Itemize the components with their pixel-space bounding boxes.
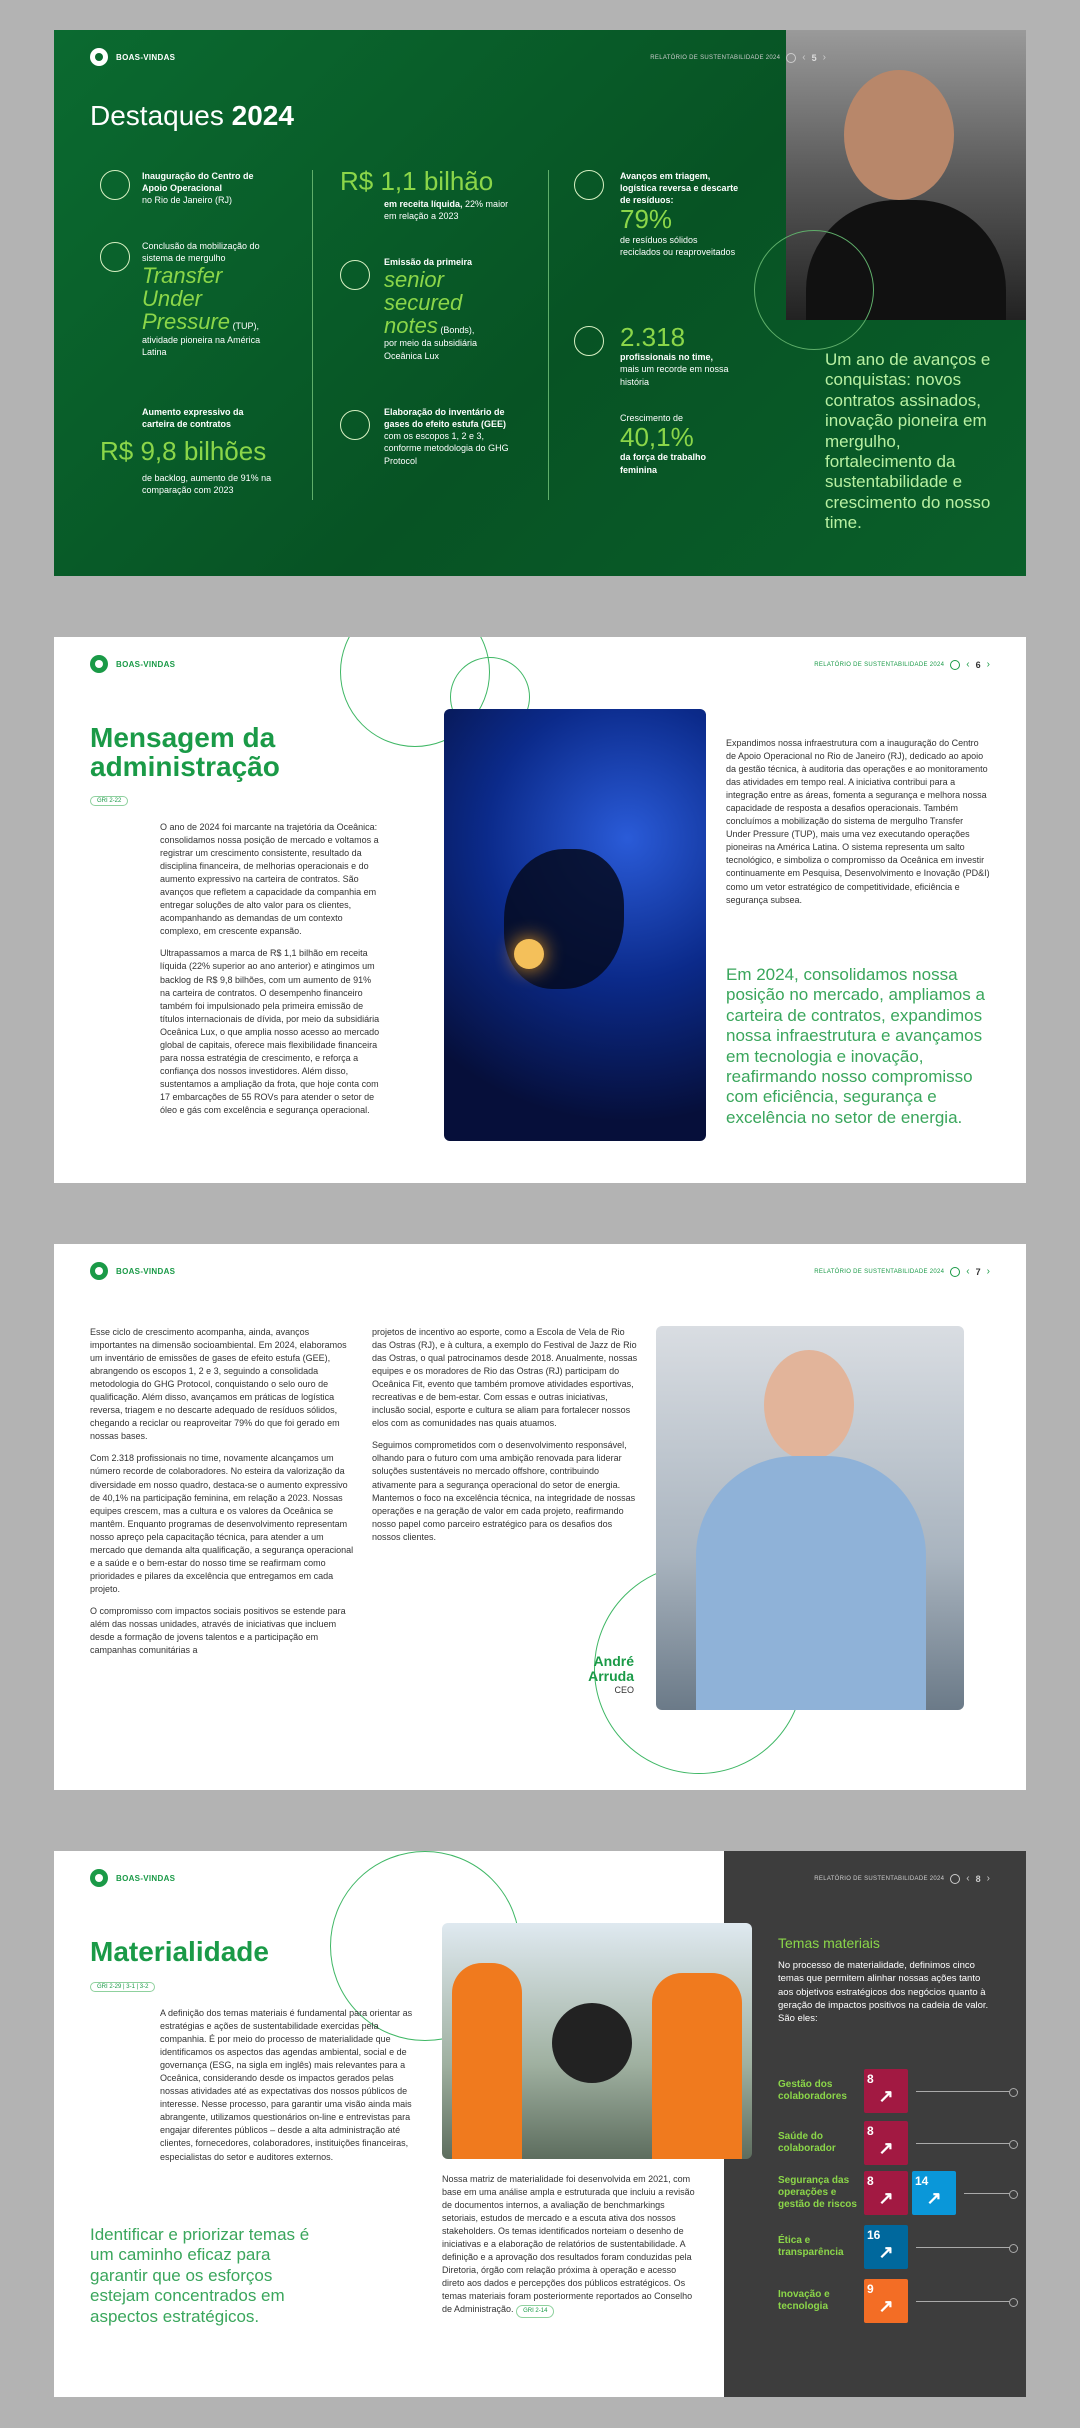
divider [548, 170, 549, 500]
certificate-icon [340, 260, 370, 290]
tema-connector [916, 2143, 1018, 2144]
message-quote: Em 2024, consolidamos nossa posição no mercado, ampliamos a carteira de contratos, expandimos nossa infraestrutura e avançamos em tecnologia e inovação, reafirmando nosso compromisso com eficiência, segurança e excelência no setor de energia. [726, 965, 985, 1127]
sdg-number: 16 [867, 2228, 881, 2242]
page-header [90, 48, 175, 66]
highlight-gee: Elaboração do inventário de gases do efeito estufa (GEE) com os escopos 1, 2 e 3, conforme metodologia do GHG Protocol [384, 407, 509, 466]
ceo-photo [656, 1326, 964, 1710]
tema-item [778, 2069, 1018, 2113]
next-page-icon[interactable]: › [822, 52, 826, 63]
diving-helmet [552, 2003, 632, 2083]
tema-label: Segurança das operações e gestão de riscos [778, 2175, 857, 2210]
people-icon [574, 326, 604, 356]
prev-page-icon[interactable]: ‹ [966, 1873, 970, 1884]
tema-label: Gestão dos colaboradores [778, 2079, 847, 2102]
page-nav [814, 1873, 990, 1884]
page-nav [814, 659, 990, 670]
tema-item [778, 2279, 1018, 2323]
page-header [90, 1869, 175, 1887]
tema-connector [916, 2247, 1018, 2248]
diver-silhouette [504, 849, 624, 989]
page-number: 8 [975, 1873, 981, 1884]
temas-title: Temas materiais [778, 1935, 880, 1951]
worker-left [452, 1963, 522, 2159]
backlog-value: R$ 9,8 bilhões [100, 436, 267, 466]
logo-icon [90, 655, 108, 673]
face-shape [764, 1350, 854, 1460]
gri-tag: GRI 2-22 [90, 789, 128, 807]
diver-photo [444, 709, 706, 1141]
tema-item [778, 2171, 1018, 2215]
prev-page-icon[interactable]: ‹ [802, 52, 806, 63]
sdg-number: 9 [867, 2282, 874, 2296]
highlight-tup: Conclusão da mobilização do sistema de mergulho Transfer Under Pressure (TUP), atividade pioneira na América Latina [142, 241, 261, 357]
receita-value: R$ 1,1 bilhão [340, 166, 494, 196]
tema-item [778, 2225, 1018, 2269]
sdg-number: 8 [867, 2174, 874, 2188]
shirt-shape [696, 1456, 926, 1710]
sdg-icon: ↗ [878, 2242, 894, 2262]
highlight-feminina: Crescimento de 40,1% da força de trabalho feminina [620, 413, 707, 475]
report-title: RELATÓRIO DE SUSTENTABILIDADE 2024 [814, 661, 945, 668]
page-mensagem-continuacao [54, 1244, 1026, 1790]
page-title: Mensagem da administração [90, 722, 280, 783]
section-label: BOAS-VINDAS [116, 1266, 176, 1276]
temas-intro: No processo de materialidade, definimos cinco temas que permitem alinhar nossas ações tanto aos objetivos estratégicos dos negócios quanto à geração de impactos positivos na cadeia de valor. São eles: [778, 1960, 989, 2025]
home-icon[interactable] [950, 1267, 960, 1277]
sdg-number: 8 [867, 2124, 874, 2138]
text-column-1: Esse ciclo de crescimento acompanha, ainda, avanços importantes na dimensão socioambiental. Em 2024, elaboramos um inventário de emissões de gases de efeito estufa (GEE), abrangendo os escopos 1, 2 e 3, seguindo a consolidada metodologia do GHG Protocol, conquistando o selo ouro de qualificação. Além disso, avançamos em práticas de logística reversa, triagem e no descarte adequado de resíduos sólidos, chegando a reciclar ou reaproveitar 79% do que foi gerado em nossas bases. Com 2.318 profissionais no time, novamente alcançamos um número recorde de colaboradores. No esteira da valorização da diversidade em nosso quadro, destaca-se o aumento expressivo de 40,1% na participação feminina, em relação a 2023. Nossas equipes crescem, mas a cultura e os valores da Oceânica se mantêm. Enquanto programas de desenvolvimento representam nosso apreço pela capacitação técnica, para atender a um mercado que demanda alta qualificação, a segurança operacional e a saúde e o bem-estar do nosso time se reafirmam como prioridades e pilares da excelência que entregamos em cada projeto. O compromisso com impactos sociais positivos se estende para além das nossas unidades, através de iniciativas que incluem desde a formação de jovens talentos e a participação em campanhas comunitárias a [90, 1327, 354, 1656]
recycle-bin-icon [574, 170, 604, 200]
tema-connector [964, 2193, 1018, 2194]
sdg-icon: ↗ [878, 2188, 894, 2208]
page-title: Materialidade [90, 1936, 269, 1967]
materialidade-left-text: A definição dos temas materiais é fundamental para orientar as estratégias e ações de sustentabilidade exercidas pela companhia. É por meio do processo de materialidade que identificamos os aspectos das agendas ambiental, social e de governança (ESG, na sigla em inglês) mais relevantes para a Oceânica, considerando desde os impactos gerados pelas nossas atividades até as expectativas dos nossos públicos de interesse. Nesse processo, para garantir uma visão ainda mais abrangente, utilizamos questionários on-line e entrevistas para engajar diferentes públicos – desde a alta administração até clientes, fornecedores, colaboradores, instituições financeiras, especialistas do setor e auditores externos. [160, 2008, 413, 2162]
sdg-badge [864, 2069, 908, 2113]
prev-page-icon[interactable]: ‹ [966, 659, 970, 670]
sdg-badge [864, 2171, 908, 2215]
sdg-icon: ↗ [878, 2138, 894, 2158]
highlight-residuos: Avanços em triagem, logística reversa e descarte de resíduos: 79% de resíduos sólidos reciclados ou reaproveitados [620, 171, 739, 257]
gri-tag: GRI 2-29 | 3-1 | 3-2 [90, 1975, 155, 1993]
page-mensagem [54, 637, 1026, 1183]
report-title: RELATÓRIO DE SUSTENTABILIDADE 2024 [814, 1268, 945, 1275]
sdg-badge [912, 2171, 956, 2215]
welding-light [514, 939, 544, 969]
page-number: 6 [975, 659, 981, 670]
workers-photo [442, 1923, 752, 2159]
page-destaques [54, 30, 1026, 576]
section-label: BOAS-VINDAS [116, 52, 176, 62]
materialidade-center-text: Nossa matriz de materialidade foi desenvolvida em 2021, com base em uma análise ampla e estruturada que incluiu a revisão de documentos internos, a avaliação de benchmarkings setoriais, estudos de mercado e a escuta ativa dos nossos stakeholders. Os temas identificados norteiam o desenho de iniciativas e a elaboração de relatórios de sustentabilidade. A definição e a aprovação dos resultados foram conduzidas pela Diretoria, órgão com relação próxima à operação e acesso direto aos dados e percepções dos públicos estratégicos. Os temas materiais foram posteriormente reportados ao Conselho de Administração. GRI 2-14 [442, 2173, 698, 2327]
highlights-quote: Um ano de avanços e conquistas: novos contratos assinados, inovação pioneira em mergulho, fortalecimento da sustentabilidade e crescimento do nosso time. [825, 350, 991, 533]
report-title: RELATÓRIO DE SUSTENTABILIDADE 2024 [814, 1875, 945, 1882]
prev-page-icon[interactable]: ‹ [966, 1266, 970, 1277]
sdg-icon: ↗ [878, 2296, 894, 2316]
sdg-badge [864, 2121, 908, 2165]
home-icon[interactable] [950, 1874, 960, 1884]
home-icon[interactable] [950, 660, 960, 670]
tema-item [778, 2121, 1018, 2165]
tema-label: Ética e transparência [778, 2235, 844, 2258]
highlight-notes: Emissão da primeira senior secured notes (Bonds), por meio da subsidiária Oceânica Lux [384, 257, 478, 361]
report-title: RELATÓRIO DE SUSTENTABILIDADE 2024 [650, 54, 781, 61]
page-header [90, 655, 175, 673]
divider [312, 170, 313, 500]
page-number: 7 [975, 1266, 981, 1277]
tema-label: Inovação e tecnologia [778, 2289, 830, 2312]
tema-connector [916, 2091, 1018, 2092]
shirt-shape [806, 200, 1006, 320]
sdg-number: 14 [915, 2174, 929, 2188]
next-page-icon[interactable]: › [986, 1266, 990, 1277]
message-right-column: Expandimos nossa infraestrutura com a inauguração do Centro de Apoio Operacional no Rio de Janeiro (RJ), dedicado ao apoio da gestão técnica, à auditoria das operações e ao monitoramento das atividades em tempo real. A iniciativa contribui para a integração entre as áreas, fomenta a segurança e melhora nossa capacidade de resposta a desafios operacionais. Também concluímos a mobilização do sistema de mergulho Transfer Under Pressure (TUP), mais uma vez executando operações pioneiras na América Latina. O sistema representa um salto tecnológico, e simboliza o compromisso da Oceânica em investir continuamente em Pesquisa, Desenvolvimento e Inovação (PD&I) como um vetor estratégico de competitividade, eficiência e segurança subsea. [726, 738, 990, 905]
text-column-2: projetos de incentivo ao esporte, como a Escola de Vela de Rio das Ostras (RJ), e à cultura, a exemplo do Festival de Jazz de Rio das Ostras, o qual patrocinamos desde 2018. Anualmente, nossas equipes e os moradores de Rio das Ostras (RJ) participam do Oceânica Fit, evento que também promove atividades esportivas, recreativas e de bem-estar. Com essas e outras iniciativas, inclusão social, esporte e cultura se aliam para fortalecer nossos elos com as comunidades nas quais atuamos. Seguimos comprometidos com o desenvolvimento responsável, olhando para o futuro com uma ambição renovada para liderar soluções sustentáveis no mercado offshore, contribuindo ativamente para a segurança operacional do setor de energia. Mantemos o foco na excelência técnica, na integridade de nossas operações e na geração de valor em cada projeto, reafirmando nosso papel como parceiro estratégico para os desafios dos nossos clientes. [372, 1327, 638, 1542]
signature: André Arruda CEO [588, 1653, 634, 1695]
highlight-profissionais: 2.318 profissionais no time, mais um recorde em nossa história [620, 322, 729, 387]
tema-label: Saúde do colaborador [778, 2131, 836, 2154]
logo-icon [90, 1869, 108, 1887]
page-header [90, 1262, 175, 1280]
sdg-icon: ↗ [926, 2188, 942, 2208]
highlight-carteira: Aumento expressivo da carteira de contratos [142, 407, 244, 430]
receita-text: em receita líquida, 22% maior em relação a 2023 [384, 199, 509, 222]
face-shape [844, 70, 954, 200]
backlog-text: de backlog, aumento de 91% na comparação com 2023 [142, 473, 272, 496]
worker-right [652, 1973, 742, 2159]
sdg-badge [864, 2279, 908, 2323]
tema-connector [916, 2301, 1018, 2302]
section-label: BOAS-VINDAS [116, 1873, 176, 1883]
page-nav [814, 1266, 990, 1277]
next-page-icon[interactable]: › [986, 659, 990, 670]
logo-icon [90, 1262, 108, 1280]
diving-helmet-icon [100, 242, 130, 272]
page-number: 5 [811, 52, 817, 63]
sdg-badge [864, 2225, 908, 2269]
helmet-icon [100, 170, 130, 200]
leaf-hand-icon [340, 410, 370, 440]
materialidade-quote: Identificar e priorizar temas é um caminho eficaz para garantir que os esforços estejam concentrados em aspectos estratégicos. [90, 2225, 310, 2326]
section-label: BOAS-VINDAS [116, 659, 176, 669]
portrait-photo [786, 30, 1026, 320]
page-title: Destaques 2024 [90, 100, 294, 131]
logo-icon [90, 48, 108, 66]
next-page-icon[interactable]: › [986, 1873, 990, 1884]
sdg-icon: ↗ [878, 2086, 894, 2106]
page-nav [650, 52, 826, 63]
home-icon[interactable] [786, 53, 796, 63]
sdg-number: 8 [867, 2072, 874, 2086]
page-materialidade [54, 1851, 1026, 2397]
message-left-column: O ano de 2024 foi marcante na trajetória da Oceânica: consolidamos nossa posição de mercado e voltamos a registrar um crescimento consistente, resultado da disciplina financeira, de melhorias operacionais e do aumento expressivo na carteira de contratos. São avanços que refletem a capacidade da companhia em entregar soluções de alto valor para os clientes, acompanhando as demandas de um contexto complexo, em crescente expansão. Ultrapassamos a marca de R$ 1,1 bilhão em receita líquida (22% superior ao ano anterior) e atingimos um backlog de R$ 9,8 bilhões, com um aumento de 91% na carteira de contratos. O desempenho financeiro também foi impulsionado pela primeira emissão de títulos internacionais de dívida, por meio da subsidiária Oceânica Lux, o que amplia nosso acesso ao mercado global de capitais, oferece mais flexibilidade financeira para nossa estratégia de crescimento, e reforça a confiança dos nossos investidores. Além disso, sustentamos a ampliação da frota, que hoje conta com 17 embarcações de 55 ROVs para atender o setor de óleo e gás com excelência e segurança operacional. [160, 822, 380, 1115]
highlight-centro: Inauguração do Centro de Apoio Operacional no Rio de Janeiro (RJ) [142, 171, 254, 206]
